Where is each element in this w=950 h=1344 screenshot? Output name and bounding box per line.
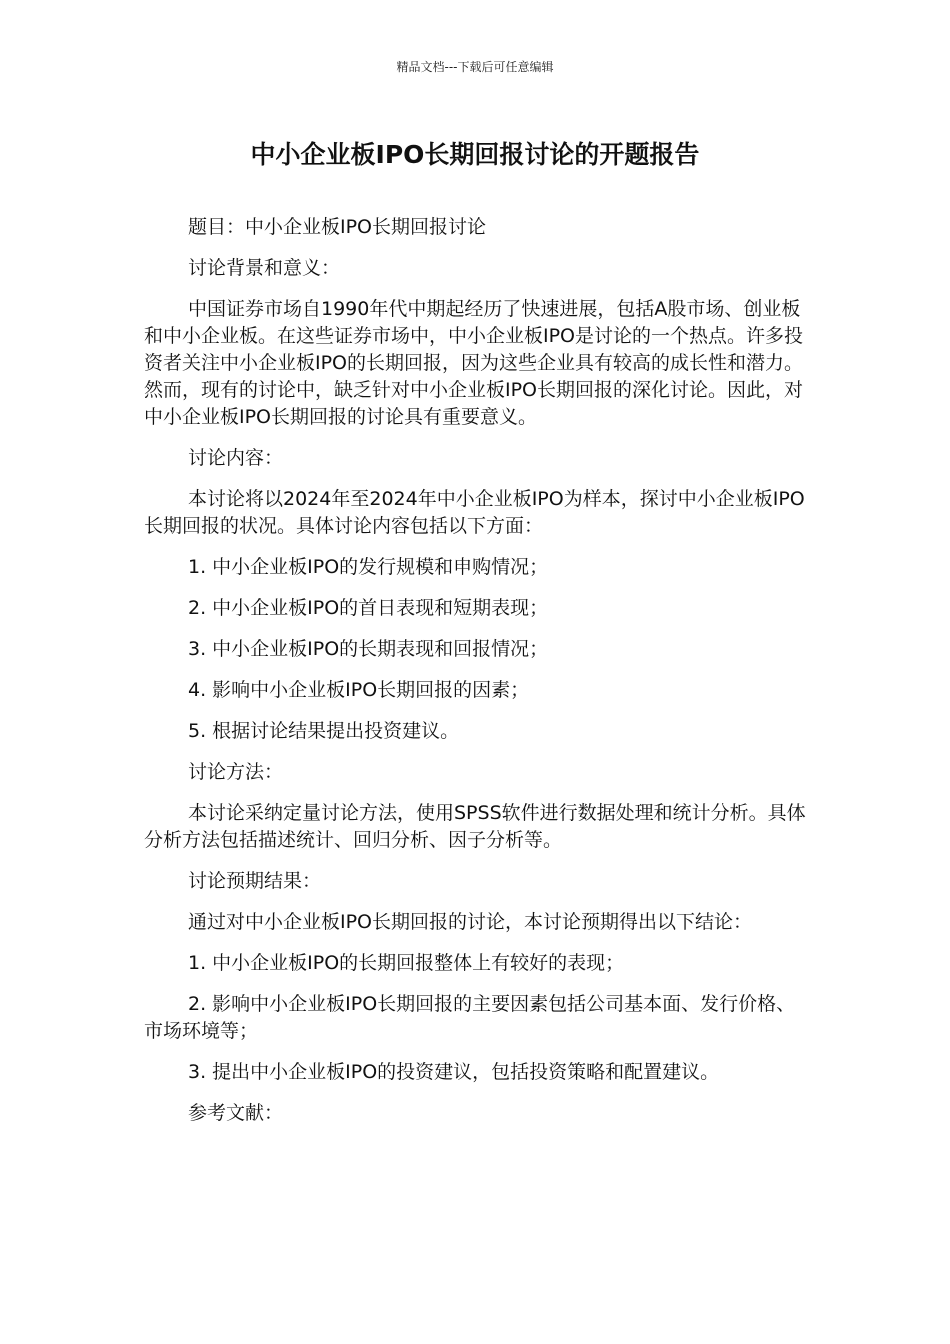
paragraph-method: 本讨论采纳定量讨论方法，使用SPSS软件进行数据处理和统计分析。具体分析方法包括描述统计、回归分析、因子分析等。: [144, 802, 806, 851]
heading-background: 讨论背景和意义：: [188, 257, 341, 279]
list-item-result-1: 1. 中小企业板IPO的长期回报整体上有较好的表现；: [188, 952, 625, 974]
document-title: 中小企业板IPO长期回报讨论的开题报告: [250, 140, 700, 169]
paragraph-topic: 题目：中小企业板IPO长期回报讨论: [188, 216, 487, 238]
list-item-content-4: 4. 影响中小企业板IPO长期回报的因素；: [188, 679, 530, 701]
heading-content: 讨论内容：: [188, 447, 284, 469]
heading-method: 讨论方法：: [188, 761, 284, 783]
paragraph-background: 中国证券市场自1990年代中期起经历了快速进展，包括A股市场、创业板和中小企业板。在这些证券市场中，中小企业板IPO是讨论的一个热点。许多投资者关注中小企业板IPO的长期回报，因为这些企业具有较高的成长性和潜力。然而，现有的讨论中，缺乏针对中小企业板IPO长期回报的深化讨论。因此，对中小企业板IPO长期回报的讨论具有重要意义。: [144, 298, 804, 428]
document-body: [144, 214, 808, 1141]
paragraph-content: 本讨论将以2024年至2024年中小企业板IPO为样本，探讨中小企业板IPO长期回报的状况。具体讨论内容包括以下方面：: [144, 488, 805, 537]
list-item-result-3: 3. 提出中小企业板IPO的投资建议，包括投资策略和配置建议。: [188, 1061, 720, 1083]
list-item-content-5: 5. 根据讨论结果提出投资建议。: [188, 720, 460, 742]
heading-references: 参考文献：: [188, 1102, 284, 1124]
heading-expected-results: 讨论预期结果：: [188, 870, 322, 892]
list-item-result-2: 2. 影响中小企业板IPO长期回报的主要因素包括公司基本面、发行价格、市场环境等；: [144, 993, 796, 1042]
list-item-content-1: 1. 中小企业板IPO的发行规模和申购情况；: [188, 556, 549, 578]
paragraph-expected-results: 通过对中小企业板IPO长期回报的讨论，本讨论预期得出以下结论：: [188, 911, 753, 933]
list-item-content-3: 3. 中小企业板IPO的长期表现和回报情况；: [188, 638, 549, 660]
list-item-content-2: 2. 中小企业板IPO的首日表现和短期表现；: [188, 597, 549, 619]
page-header-note: 精品文档---下载后可任意编辑: [396, 60, 554, 74]
